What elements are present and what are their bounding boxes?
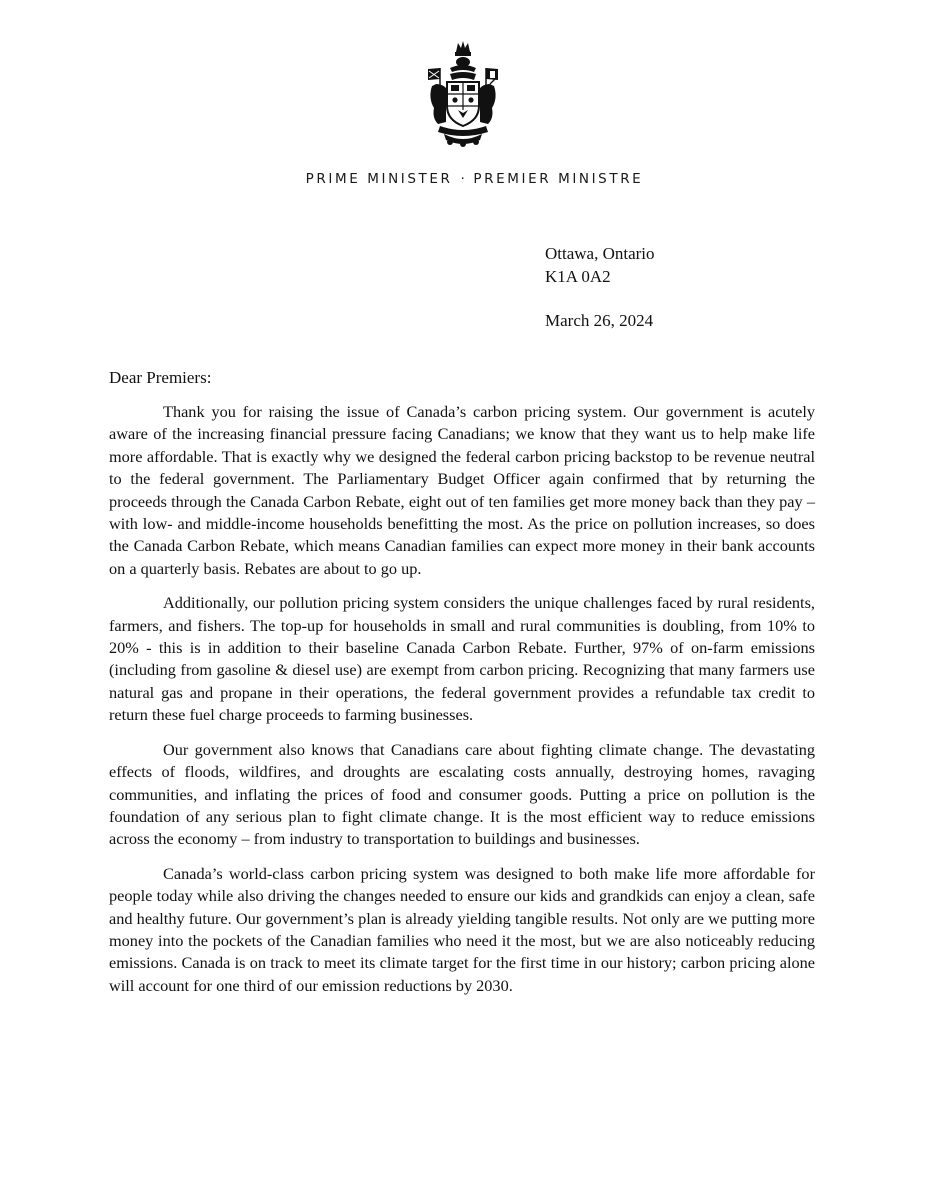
office-title-separator: · [460,171,468,187]
body-paragraph: Canada’s world-class carbon pricing system was designed to both make life more affordable for people today while also driving the changes needed to ensure our kids and grandkids can enjoy a clean, safe and healthy future. Our government’s plan is already yielding tangible results. Not only are we putting more money into the pockets of the Canadian families who need it the most, but we are also noticeably reducing emissions. Canada is on track to meet its climate target for the first time in our history; carbon pricing alone will account for one third of our emission reductions by 2030. [109,863,815,995]
body-paragraph: Additionally, our pollution pricing system considers the unique challenges faced by rural residents, farmers, and fishers. The top-up for households in small and rural communities is doubling, from 10% to 20% - this is in addition to their baseline Canada Carbon Rebate. Further, 97% of on-farm emissions (including from gasoline & diesel use) are exempt from carbon pricing. Recognizing that many farmers use natural gas and propane in their operations, the federal government provides a refundable tax credit to return these fuel charge proceeds to farming businesses. [109,593,815,725]
letter-body [109,401,815,1009]
body-paragraph: Thank you for raising the issue of Canada’s carbon pricing system. Our government is acutely aware of the increasing financial pressure facing Canadians; we know that they want us to help make life more affordable. That is exactly why we designed the federal carbon pricing backstop to be revenue neutral to the federal government. The Parliamentary Budget Officer again confirmed that by returning the proceeds through the Canada Carbon Rebate, eight out of ten families get more money back than they pay – with low- and middle-income households benefitting the most. As the price on pollution increases, so does the Canada Carbon Rebate, which means Canadian families can expect more money in their bank accounts on a quarterly basis. Rebates are about to go up. [109,402,815,578]
letter-date: March 26, 2024 [545,311,654,330]
office-title [0,171,927,187]
canadian-coat-of-arms-icon [420,38,506,148]
address-city: Ottawa, Ontario [545,244,655,263]
salutation: Dear Premiers: [109,368,212,387]
office-title-english: PRIME MINISTER [305,171,453,187]
office-title-french: PREMIER MINISTRE [473,171,644,187]
body-paragraph: Our government also knows that Canadians care about fighting climate change. The devastating effects of floods, wildfires, and droughts are escalating costs annually, destroying homes, ravaging communities, and inflating the prices of food and consumer goods. Putting a price on pollution is the foundation of any serious plan to fight climate change. It is the most efficient way to reduce emissions across the economy – from industry to transportation to buildings and businesses. [109,739,815,849]
address-postal-code: K1A 0A2 [545,266,611,286]
sender-address [545,243,655,288]
